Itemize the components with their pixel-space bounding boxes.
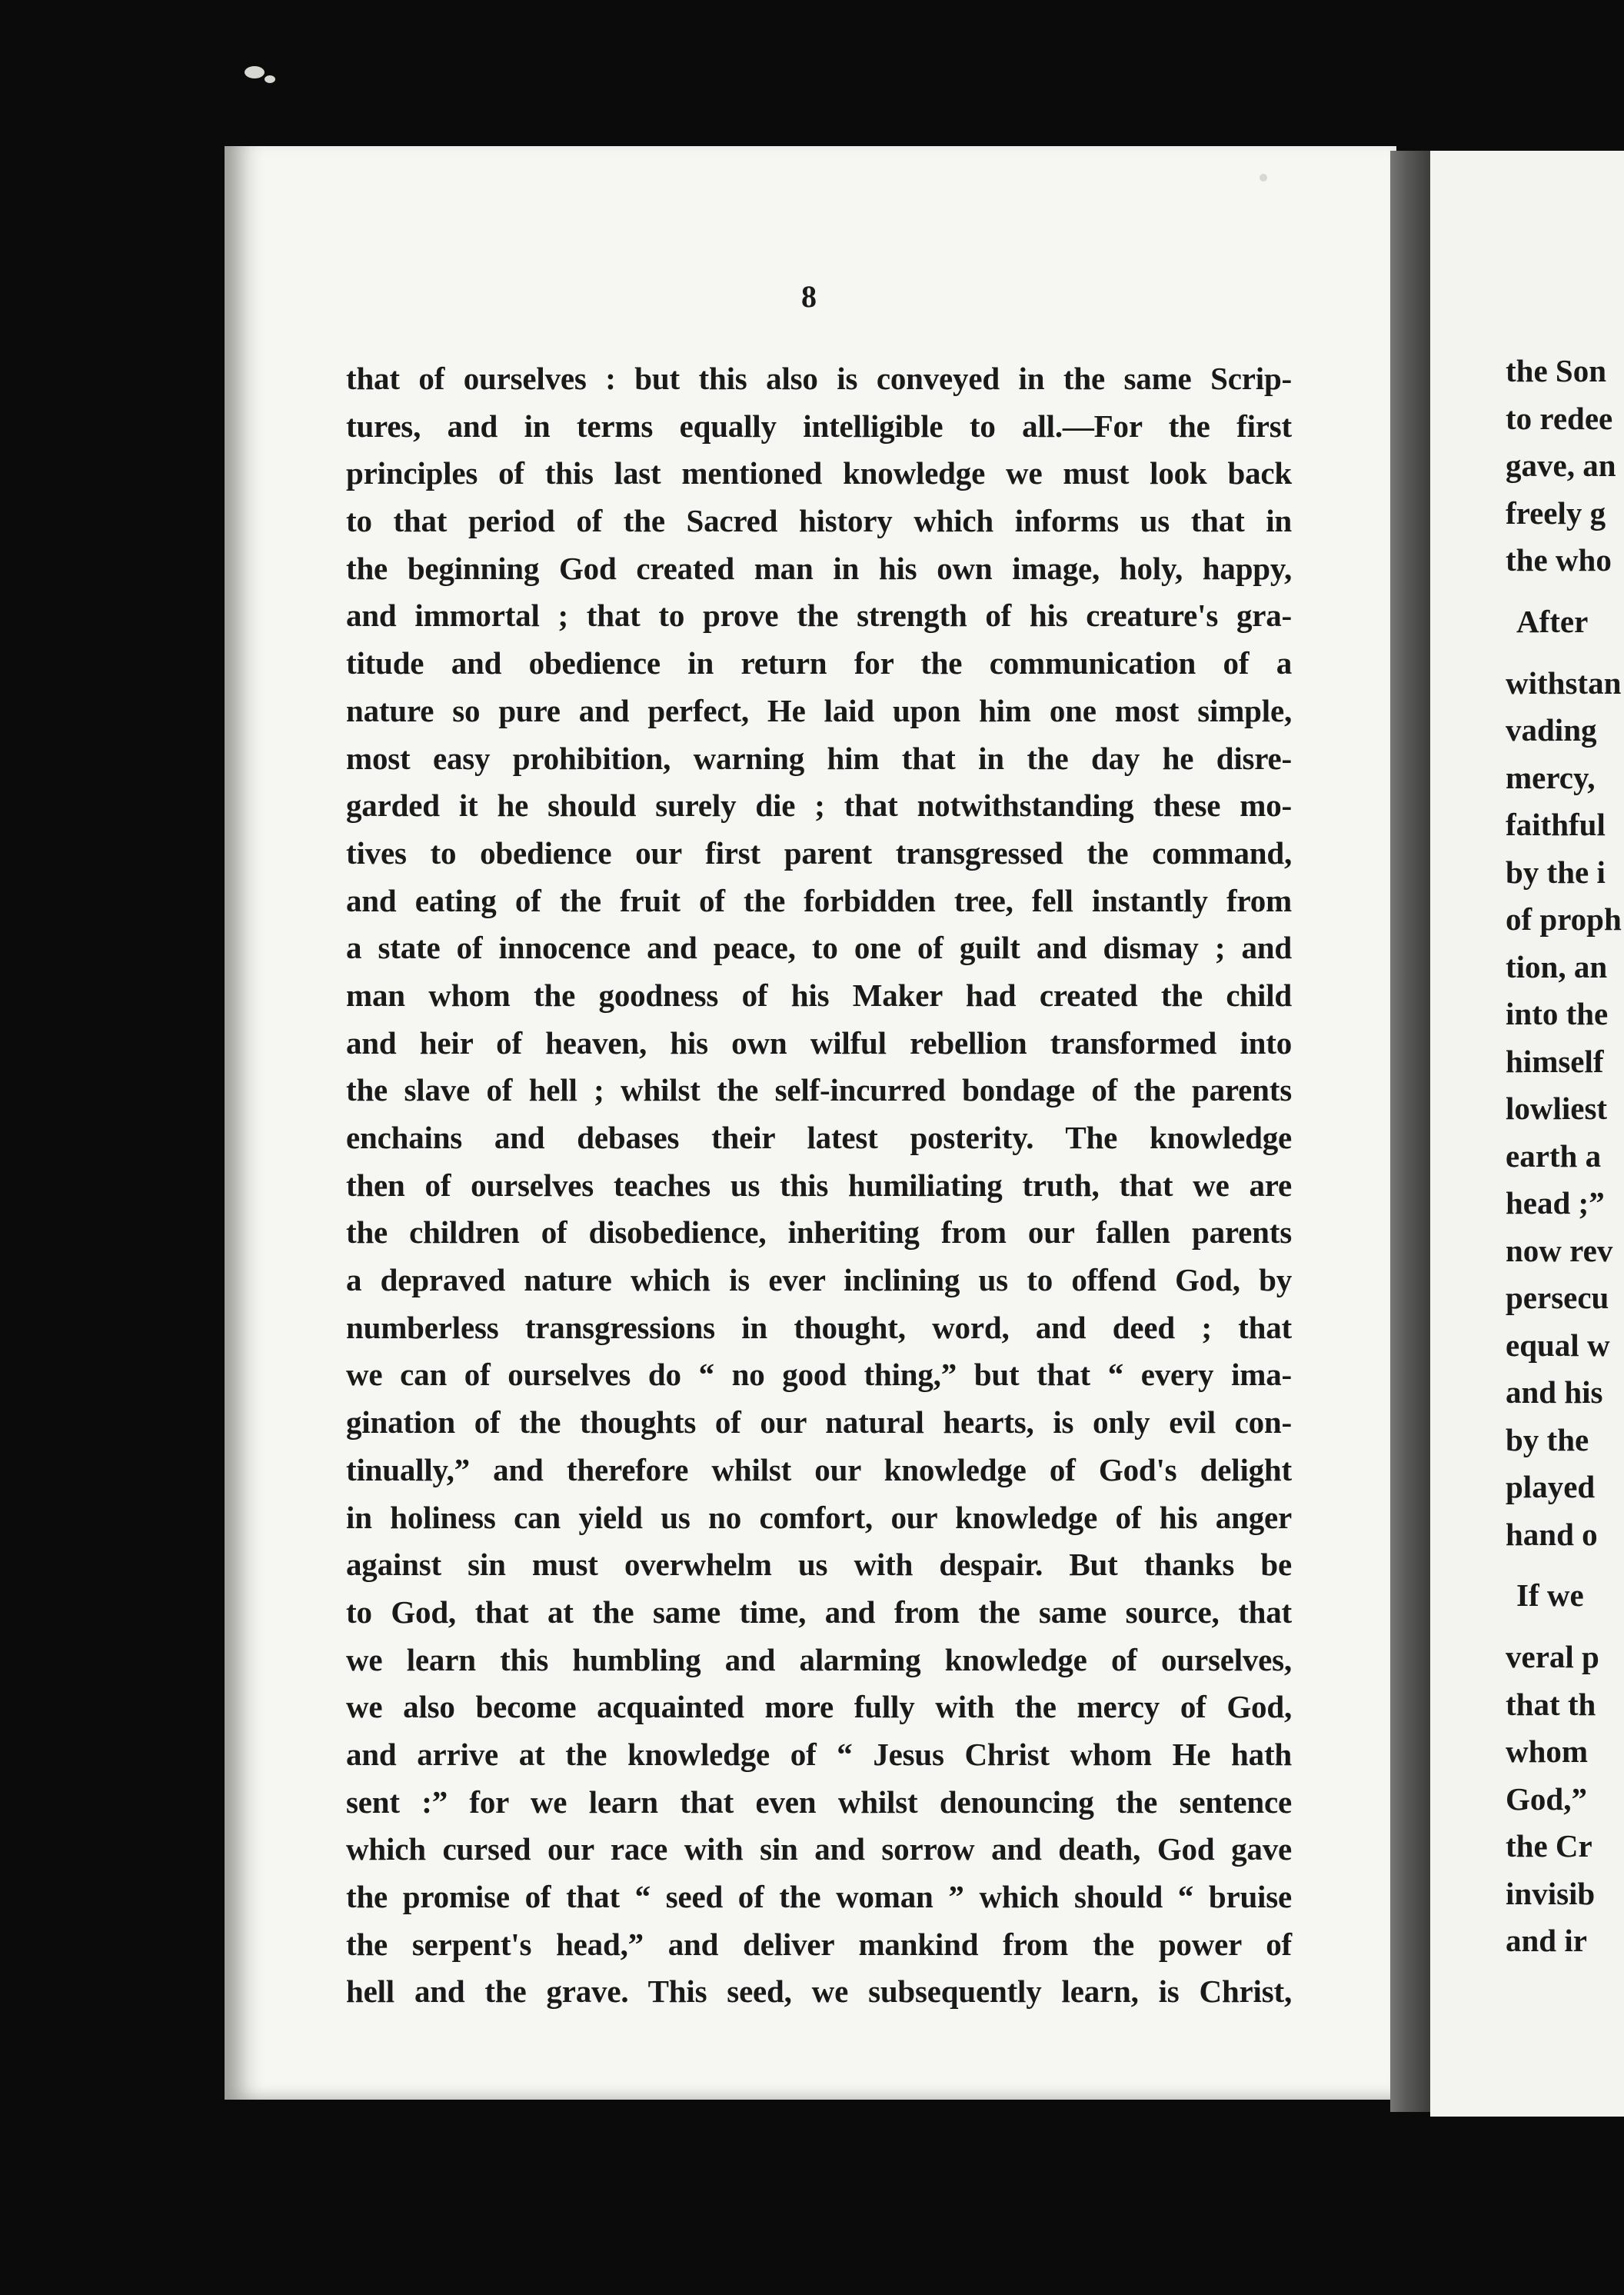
- text-line: mercy,: [1506, 759, 1596, 795]
- right-page-text: [1506, 348, 1624, 1965]
- text-line: enchains and debases their latest posterity. The knowledge: [346, 1120, 1292, 1155]
- text-line: sent :” for we learn that even whilst denouncing the sentence: [346, 1784, 1292, 1820]
- text-line: titude and obedience in return for the communication of a: [346, 645, 1292, 681]
- text-line: of proph: [1506, 901, 1622, 937]
- text-line: himself: [1506, 1043, 1604, 1079]
- text-line: whom: [1506, 1734, 1589, 1769]
- text-line: and his: [1506, 1374, 1603, 1410]
- text-line: which cursed our race with sin and sorrow and death, God gave: [346, 1831, 1292, 1867]
- text-line: tures, and in terms equally intelligible to all.—For the first: [346, 408, 1292, 444]
- dust-speck: [1260, 174, 1267, 182]
- dust-speck: [265, 75, 275, 83]
- page-number: 8: [801, 279, 817, 314]
- text-line: and heir of heaven, his own wilful rebellion transformed into: [346, 1024, 1292, 1061]
- text-line: God,”: [1506, 1780, 1587, 1817]
- text-line: the promise of that “ seed of the woman ” which should “ bruise: [346, 1879, 1292, 1914]
- text-line: played: [1506, 1469, 1596, 1504]
- text-line: the slave of hell ; whilst the self-incurred bondage of the parents: [346, 1072, 1292, 1108]
- text-line: a state of innocence and peace, to one of guilt and dismay ; and: [346, 930, 1292, 966]
- text-line: freely g: [1506, 495, 1606, 531]
- text-line: gave, an: [1506, 448, 1616, 483]
- text-line: hell and the grave. This seed, we subsequently learn, is Christ,: [346, 1974, 1292, 2010]
- text-line: and arrive at the knowledge of “ Jesus Christ whom He hath: [346, 1736, 1292, 1772]
- text-line: we learn this humbling and alarming knowledge of ourselves,: [346, 1641, 1292, 1677]
- left-page-text: [346, 355, 1292, 2016]
- text-line: the Cr: [1506, 1828, 1592, 1864]
- text-line: veral p: [1506, 1639, 1599, 1674]
- text-line: gination of the thoughts of our natural hearts, is only evil con-: [346, 1404, 1292, 1441]
- text-line: tives to obedience our first parent transgressed the command,: [346, 834, 1292, 871]
- text-line: the who: [1506, 542, 1612, 578]
- text-line: invisib: [1506, 1875, 1596, 1911]
- text-line: tion, an: [1506, 948, 1608, 984]
- text-line: faithful: [1506, 807, 1606, 842]
- text-line: head ;”: [1506, 1185, 1605, 1221]
- text-line: and immortal ; that to prove the strength of his creature's gra-: [346, 598, 1292, 634]
- text-line: the children of disobedience, inheriting from our fallen parents: [346, 1214, 1292, 1251]
- text-line: tinually,” and therefore whilst our knowledge of God's delight: [346, 1451, 1292, 1487]
- text-line: that of ourselves : but this also is conveyed in the same Scrip-: [346, 361, 1292, 396]
- text-line: withstan: [1506, 665, 1622, 701]
- text-line: numberless transgressions in thought, word, and deed ; that: [346, 1309, 1292, 1345]
- text-line: hand o: [1506, 1516, 1598, 1552]
- text-line: equal w: [1506, 1327, 1610, 1363]
- text-line: by the: [1506, 1421, 1589, 1457]
- text-line: earth a: [1506, 1138, 1602, 1174]
- text-line: the Son: [1506, 353, 1607, 388]
- text-line: garded it he should surely die ; that notwithstanding these mo-: [346, 788, 1292, 824]
- dust-speck: [245, 66, 265, 78]
- text-line: the beginning God created man in his own image, holy, happy,: [346, 550, 1292, 586]
- text-line: man whom the goodness of his Maker had created the child: [346, 977, 1292, 1013]
- text-line: nature so pure and perfect, He laid upon him one most simple,: [346, 692, 1292, 728]
- text-line: most easy prohibition, warning him that in the day he disre-: [346, 740, 1292, 776]
- text-line: and ir: [1506, 1923, 1587, 1958]
- text-line: that th: [1506, 1686, 1596, 1722]
- text-line: in holiness can yield us no comfort, our knowledge of his anger: [346, 1499, 1292, 1535]
- text-line: the serpent's head,” and deliver mankind from the power of: [346, 1926, 1292, 1962]
- text-line: a depraved nature which is ever inclining us to offend God, by: [346, 1262, 1292, 1298]
- text-line: lowliest: [1506, 1091, 1608, 1126]
- text-line: If we: [1516, 1577, 1584, 1613]
- text-line: then of ourselves teaches us this humiliating truth, that we are: [346, 1167, 1292, 1203]
- text-line: and eating of the fruit of the forbidden tree, fell instantly from: [346, 882, 1292, 918]
- text-line: now rev: [1506, 1232, 1613, 1268]
- text-line: against sin must overwhelm us with despair. But thanks be: [346, 1547, 1292, 1583]
- text-line: we can of ourselves do “ no good thing,” but that “ every ima-: [346, 1357, 1292, 1393]
- text-line: we also become acquainted more fully with the mercy of God,: [346, 1689, 1292, 1725]
- text-line: After: [1516, 603, 1589, 639]
- text-line: vading: [1506, 712, 1597, 748]
- text-line: principles of this last mentioned knowledge we must look back: [346, 455, 1292, 491]
- text-line: by the i: [1506, 854, 1606, 890]
- book-gutter: [1390, 151, 1430, 2112]
- text-line: to redee: [1506, 400, 1613, 436]
- text-line: to God, that at the same time, and from the same source, that: [346, 1594, 1292, 1630]
- text-line: persecu: [1506, 1280, 1609, 1315]
- text-line: to that period of the Sacred history which informs us that in: [346, 503, 1292, 539]
- text-line: into the: [1506, 996, 1609, 1031]
